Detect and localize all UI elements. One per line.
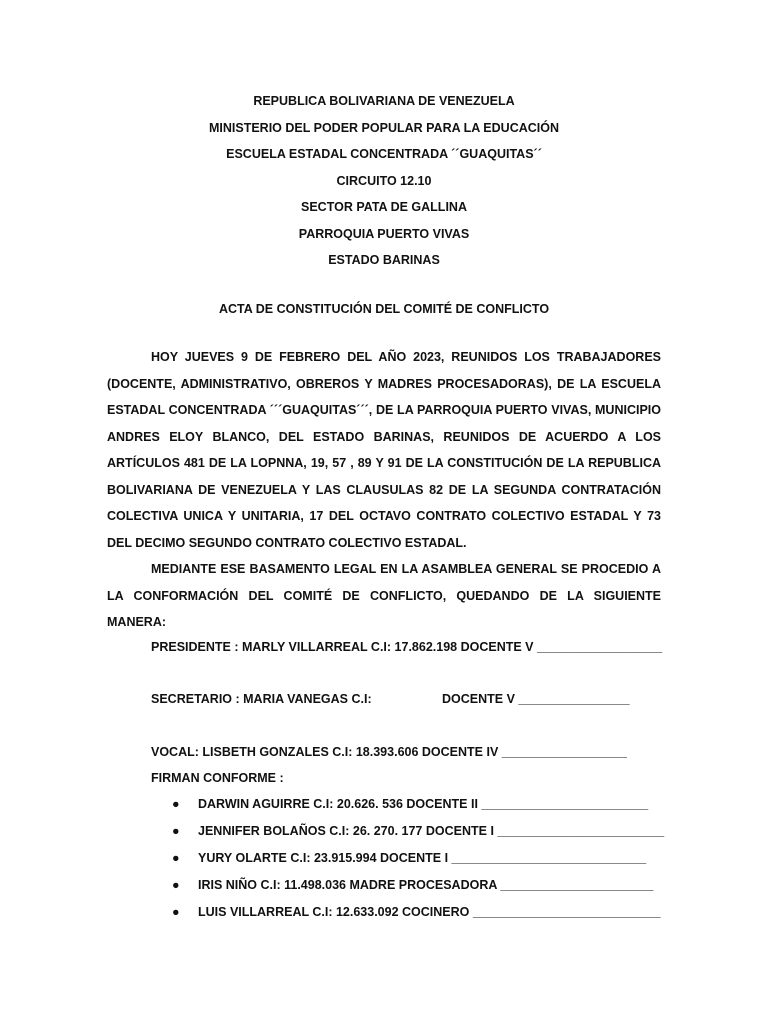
header-line-republic: REPUBLICA BOLIVARIANA DE VENEZUELA — [253, 94, 515, 108]
signers-list — [166, 794, 664, 929]
bullet-icon: ● — [172, 797, 180, 811]
header-line-sector: SECTOR PATA DE GALLINA — [301, 200, 467, 214]
signer-text: IRIS NIÑO C.I: 11.498.036 MADRE PROCESADORA ______________________ — [198, 878, 654, 892]
paragraph-meeting-text: HOY JUEVES 9 DE FEBRERO DEL AÑO 2023, REUNIDOS LOS TRABAJADORES (DOCENTE, ADMINISTRATIVO, OBREROS Y MADRES PROCESADORAS), DE LA ESCUELA ESTADAL CONCENTRADA ´´´GUAQUITAS´´´, DE LA PARROQUIA PUERTO VIVAS, MUNICIPIO ANDRES ELOY BLANCO, DEL ESTADO BARINAS, REUNIDOS DE ACUERDO A LOS ARTÍCULOS 481 DE LA LOPNNA, 19, 57 , 89 Y 91 DE LA CONSTITUCIÓN DE LA REPUBLICA BOLIVARIANA DE VENEZUELA Y LAS CLAUSULAS 82 DE LA SEGUNDA CONTRATACIÓN COLECTIVA UNICA Y UNITARIA, 17 DEL OCTAVO CONTRATO COLECTIVO ESTADAL Y 73 DEL DECIMO SEGUNDO CONTRATO COLECTIVO ESTADAL. — [107, 350, 661, 550]
header-line-circuit: CIRCUITO 12.10 — [336, 173, 432, 188]
paragraph-meeting — [107, 344, 661, 556]
header-line-ministry: MINISTERIO DEL PODER POPULAR PARA LA EDUCACIÓN — [208, 120, 560, 135]
bullet-icon: ● — [172, 851, 180, 865]
signers-label: FIRMAN CONFORME : — [151, 771, 284, 785]
document-title: ACTA DE CONSTITUCIÓN DEL COMITÉ DE CONFLICTO — [218, 302, 550, 316]
list-item — [166, 794, 664, 821]
bullet-icon: ● — [172, 878, 180, 892]
president-line: PRESIDENTE : MARLY VILLARREAL C.I: 17.862.198 DOCENTE V __________________ — [151, 640, 663, 654]
signer-text: YURY OLARTE C.I: 23.915.994 DOCENTE I ____________________________ — [198, 851, 647, 865]
paragraph-legal-basis — [107, 556, 661, 636]
paragraph-legal-basis-text: MEDIANTE ESE BASAMENTO LEGAL EN LA ASAMBLEA GENERAL SE PROCEDIO A LA CONFORMACIÓN DEL COMITÉ DE CONFLICTO, QUEDANDO DE LA SIGUIENTE MANERA: — [107, 562, 661, 629]
list-item — [166, 821, 664, 848]
signer-text: DARWIN AGUIRRE C.I: 20.626. 536 DOCENTE II ________________________ — [198, 797, 649, 811]
signer-text: LUIS VILLARREAL C.I: 12.633.092 COCINERO ___________________________ — [198, 905, 661, 919]
list-item — [166, 902, 664, 929]
signer-text: JENNIFER BOLAÑOS C.I: 26. 270. 177 DOCENTE I ________________________ — [198, 824, 665, 838]
header-line-parish: PARROQUIA PUERTO VIVAS — [298, 226, 470, 241]
header-line-state: ESTADO BARINAS — [328, 253, 440, 267]
document-header — [0, 91, 768, 277]
header-line-school: ESCUELA ESTADAL CONCENTRADA ´´GUAQUITAS´´ — [226, 147, 542, 161]
secretary-role: DOCENTE V ________________ — [442, 692, 630, 706]
list-item — [166, 875, 664, 902]
list-item — [166, 848, 664, 875]
secretary-line: SECRETARIO : MARIA VANEGAS C.I: — [151, 692, 372, 706]
vocal-line: VOCAL: LISBETH GONZALES C.I: 18.393.606 DOCENTE IV __________________ — [151, 745, 627, 759]
bullet-icon: ● — [172, 905, 180, 919]
bullet-icon: ● — [172, 824, 180, 838]
